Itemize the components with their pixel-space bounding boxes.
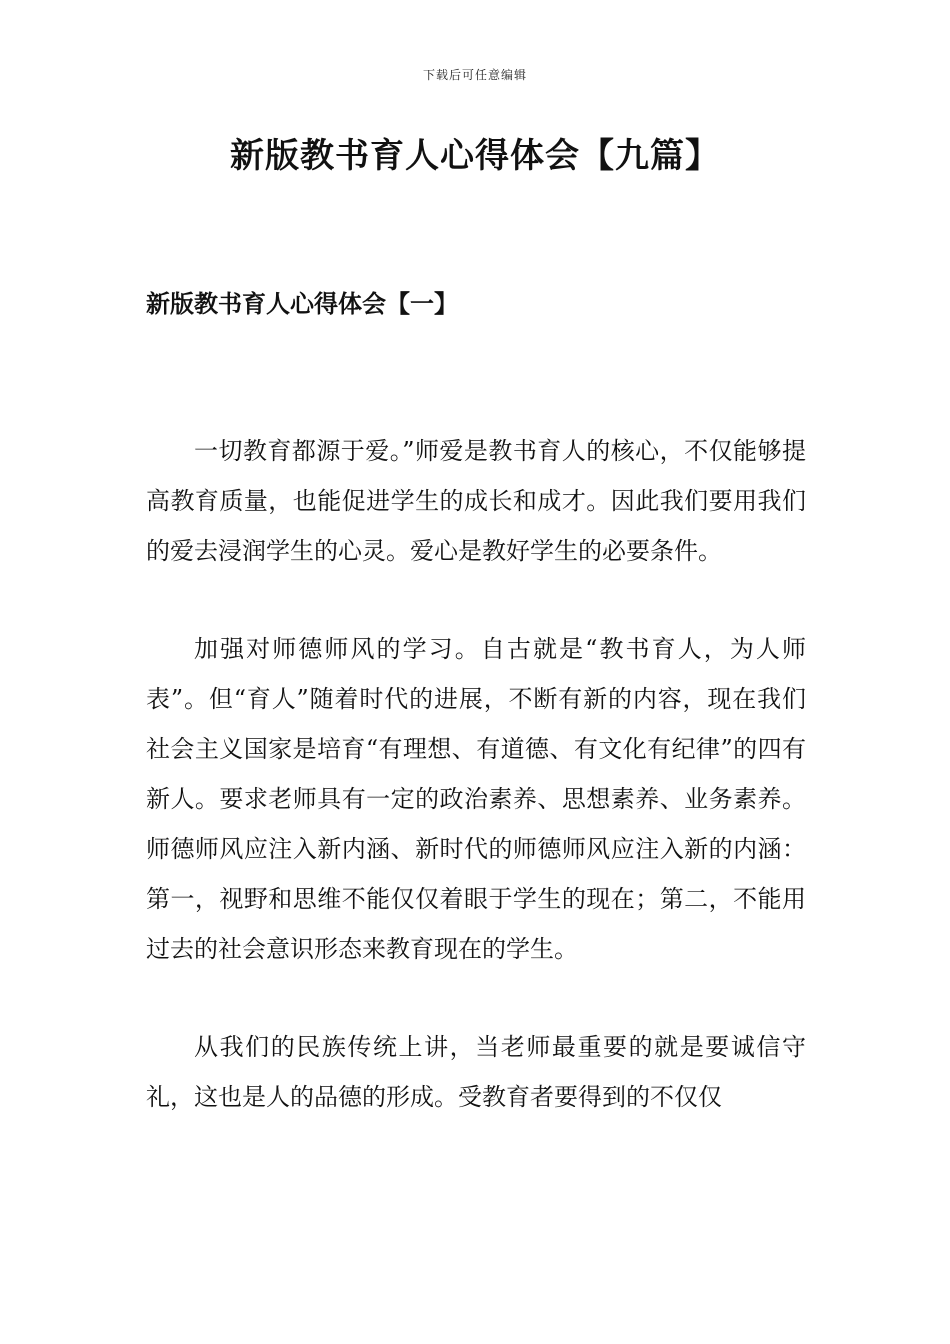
paragraph: 加强对师德师风的学习。自古就是“教书育人，为人师表”。但“育人”随着时代的进展，不断有新的内容，现在我们社会主义国家是培育“有理想、有道德、有文化有纪律”的四有新人。要求老师具有一定的政治素养、思想素养、业务素养。师德师风应注入新内涵、新时代的师德师风应注入新的内涵：第一，视野和思维不能仅仅着眼于学生的现在；第二，不能用过去的社会意识形态来教育现在的学生。 xyxy=(146,635,806,963)
paragraph: 一切教育都源于爱。”师爱是教书育人的核心，不仅能够提高教育质量，也能促进学生的成长和成才。因此我们要用我们的爱去浸润学生的心灵。爱心是教好学生的必要条件。 xyxy=(146,437,806,565)
header-note: 下载后可任意编辑 xyxy=(422,68,527,82)
section-heading: 新版教书育人心得体会【一】 xyxy=(146,289,458,318)
document-body xyxy=(146,426,806,1170)
paragraph: 从我们的民族传统上讲，当老师最重要的就是要诚信守礼，这也是人的品德的形成。受教育者要得到的不仅仅 xyxy=(146,1033,806,1111)
document-title: 新版教书育人心得体会【九篇】 xyxy=(230,136,720,176)
